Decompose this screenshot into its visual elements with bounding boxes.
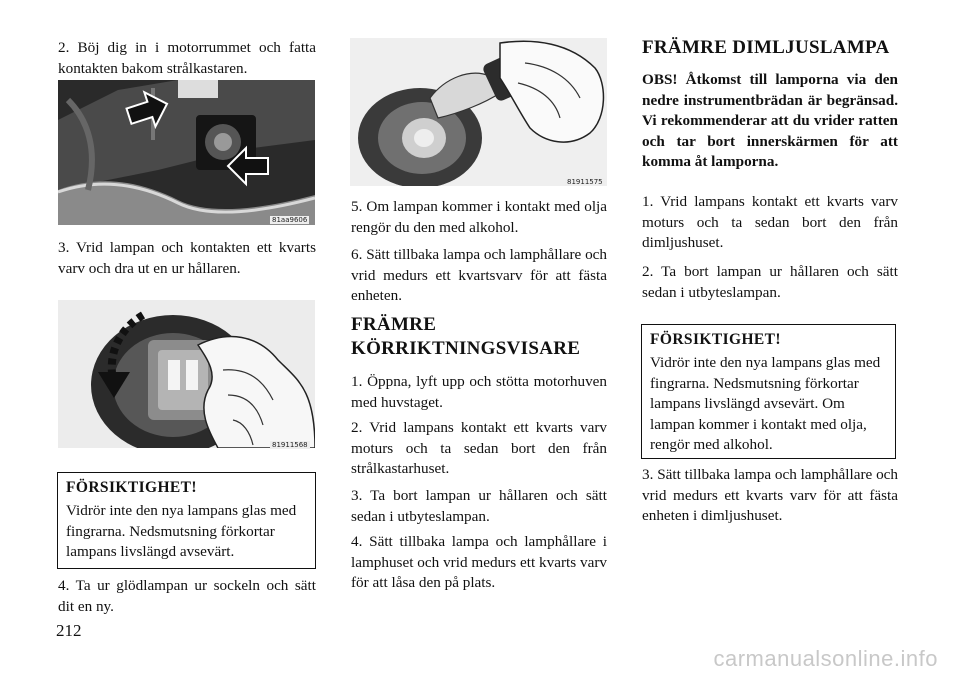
bulb-twist-illustration xyxy=(58,300,315,448)
step-text: 2. Vrid lampans kontakt ett kvarts varv moturs och ta sedan bort den från strålkastarhuset. xyxy=(351,419,607,477)
page-number: 212 xyxy=(56,621,82,640)
step-text: 4. Sätt tillbaka lampa och lamphållare i lamphuset och vrid medurs ett kvarts varv för att låsa den på plats. xyxy=(351,533,607,591)
step-text: 1. Vrid lampans kontakt ett kvarts varv moturs och ta sedan bort den från dimljushuset. xyxy=(642,193,898,251)
watermark: carmanualsonline.info xyxy=(713,646,938,671)
step-text: 3. Vrid lampan och kontakten ett kvarts varv och dra ut en ur hållaren. xyxy=(58,239,316,277)
figure-code: 81aa9606 xyxy=(272,216,308,224)
caution-box xyxy=(641,324,896,459)
step-text: 2. Ta bort lampan ur hållaren och sätt sedan i utbyteslampan. xyxy=(642,263,898,301)
step-text: 6. Sätt tillbaka lampa och lamphållare och vrid medurs ett kvartsvarv för att fästa enheten. xyxy=(351,246,607,304)
note-text: OBS! Åtkomst till lamporna via den nedre instrumentbrädan är begränsad. Vi rekommenderar att du vrider ratten och tar bort innerskärmen för att komma åt lamporna. xyxy=(642,71,898,170)
step-text: 5. Om lampan kommer i kontakt med olja rengör du den med alkohol. xyxy=(351,198,607,236)
step-text: 1. Öppna, lyft upp och stötta motorhuven med huvstaget. xyxy=(351,373,607,411)
figure-code: 81911568 xyxy=(272,441,308,449)
section-heading: FRÄMRE KÖRRIKTNINGSVISARE xyxy=(351,314,581,359)
figure-code: 81911575 xyxy=(567,178,603,186)
caution-title: FÖRSIKTIGHET! xyxy=(650,331,781,348)
step-text: 3. Sätt tillbaka lampa och lamphållare och vrid medurs ett kvarts varv för att fästa enheten i dimljushuset. xyxy=(642,466,898,524)
step-text: 2. Böj dig in i motorrummet och fatta kontakten bakom strålkastaren. xyxy=(58,39,316,77)
caution-title: FÖRSIKTIGHET! xyxy=(66,479,197,496)
caution-body: Vidrör inte den nya lampans glas med fingrarna. Nedsmutsning förkortar lampans livslängd avsevärt. Om lampan kommer i kontakt med olja, rengör med alkohol. xyxy=(650,354,881,453)
caution-box xyxy=(57,472,316,569)
bulb-removal-illustration xyxy=(350,38,607,186)
step-text: 3. Ta bort lampan ur hållaren och sätt sedan i utbyteslampan. xyxy=(351,487,607,525)
section-heading: FRÄMRE DIMLJUSLAMPA xyxy=(642,37,890,58)
caution-body: Vidrör inte den nya lampans glas med fingrarna. Nedsmutsning förkortar lampans livslängd avsevärt. xyxy=(66,502,297,560)
headlamp-connector-photo xyxy=(58,80,315,225)
step-text: 4. Ta ur glödlampan ur sockeln och sätt dit en ny. xyxy=(58,577,316,615)
